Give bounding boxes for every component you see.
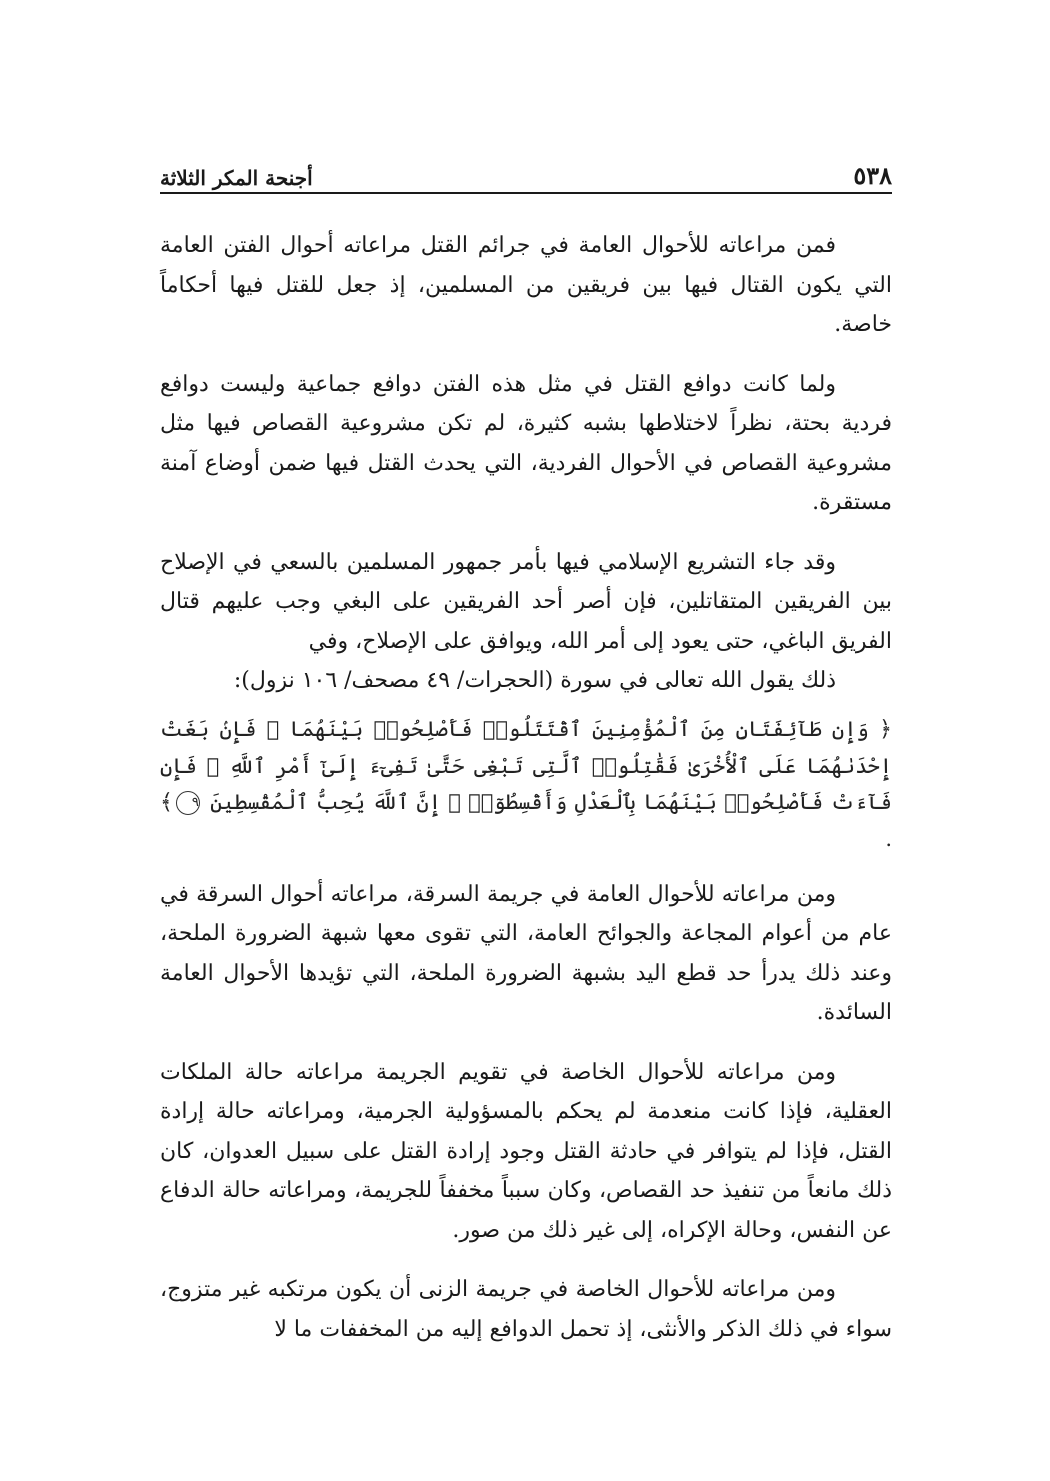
paragraph: ومن مراعاته للأحوال العامة في جريمة السرقة، مراعاته أحوال السرقة في عام من أعوام المجاعة والجوائح العامة، التي تقوى معها شبهة الضرورة الملحة، وعند ذلك يدرأ حد قطع اليد بشبهة الضرورة الملحة، التي تؤيدها الأحوال العامة السائدة. bbox=[160, 881, 892, 1025]
paragraph: ولما كانت دوافع القتل في مثل هذه الفتن دوافع جماعية وليست دوافع فردية بحتة، نظراً لاختلاطها بشبه كثيرة، لم تكن مشروعية القصاص فيها مثل مشروعية القصاص في الأحوال الفردية، التي يحدث القتل فيها ضمن أوضاع آمنة مستقرة. bbox=[160, 371, 892, 515]
paragraph: ومن مراعاته للأحوال الخاصة في تقويم الجريمة مراعاته حالة الملكات العقلية، فإذا كانت منعدمة لم يحكم بالمسؤولية الجرمية، ومراعاته حالة إرادة القتل، فإذا لم يتوافر في حادثة القتل وجود إرادة القتل على سبيل العدوان، كان ذلك مانعاً من تنفيذ حد القصاص، وكان سبباً مخففاً للجريمة، ومراعاته حالة الدفاع عن النفس، وحالة الإكراه، إلى غير ذلك من صور. bbox=[160, 1059, 892, 1243]
verse-intro: ذلك يقول الله تعالى في سورة (الحجرات/ ٤٩ مصحف/ ١٠٦ نزول): bbox=[233, 668, 836, 693]
running-title: أجنحة المكر الثلاثة bbox=[160, 166, 313, 190]
verse-close-brace: ﴾ bbox=[160, 789, 173, 815]
paragraph: وقد جاء التشريع الإسلامي فيها بأمر جمهور المسلمين بالسعي في الإصلاح بين الفريقين المتقاتلين، فإن أصر أحد الفريقين على البغي وجب عليهم قتال الفريق الباغي، حتى يعود إلى أمر الله، ويوافق على الإصلاح، وفي bbox=[160, 549, 892, 654]
quran-verse bbox=[160, 711, 892, 857]
paragraph: فمن مراعاته للأحوال العامة في جرائم القتل مراعاته أحوال الفتن العامة التي يكون القتال فيها بين فريقين من المسلمين، إذ جعل للقتل فيها أحكاماً خاصة. bbox=[160, 233, 892, 337]
verse-number-marker: ٩ bbox=[176, 791, 200, 815]
verse-open-brace: ﴿ bbox=[879, 716, 892, 742]
verse-trailing-period: . bbox=[885, 826, 892, 851]
paragraph: ومن مراعاته للأحوال الخاصة في جريمة الزنى أن يكون مرتكبه غير متزوج، سواء في ذلك الذكر والأنثى، إذ تحمل الدوافع إليه من المخففات ما لا bbox=[160, 1277, 892, 1342]
page-header bbox=[160, 150, 892, 188]
page-number: ٥٣٨ bbox=[853, 161, 892, 190]
verse-text: وَإِن طَآئِفَتَانِ مِنَ ٱلْمُؤْمِنِينَ ٱقْتَتَلُوا۟ فَأَصْلِحُوا۟ بَيْنَهُمَا ۖ فَإِنۢ بَغَتْ إِحْدَىٰهُمَا عَلَى ٱلْأُخْرَىٰ فَقَٰتِلُوا۟ ٱلَّتِى تَبْغِى حَتَّىٰ تَفِىٓءَ إِلَىٰٓ أَمْرِ ٱللَّهِ ۚ فَإِن فَآءَتْ فَأَصْلِحُوا۟ بَيْنَهُمَا بِٱلْعَدْلِ وَأَقْسِطُوٓا۟ ۖ إِنَّ ٱللَّهَ يُحِبُّ ٱلْمُقْسِطِينَ bbox=[160, 716, 892, 814]
body-text bbox=[160, 226, 892, 1369]
header-rule bbox=[160, 192, 892, 194]
